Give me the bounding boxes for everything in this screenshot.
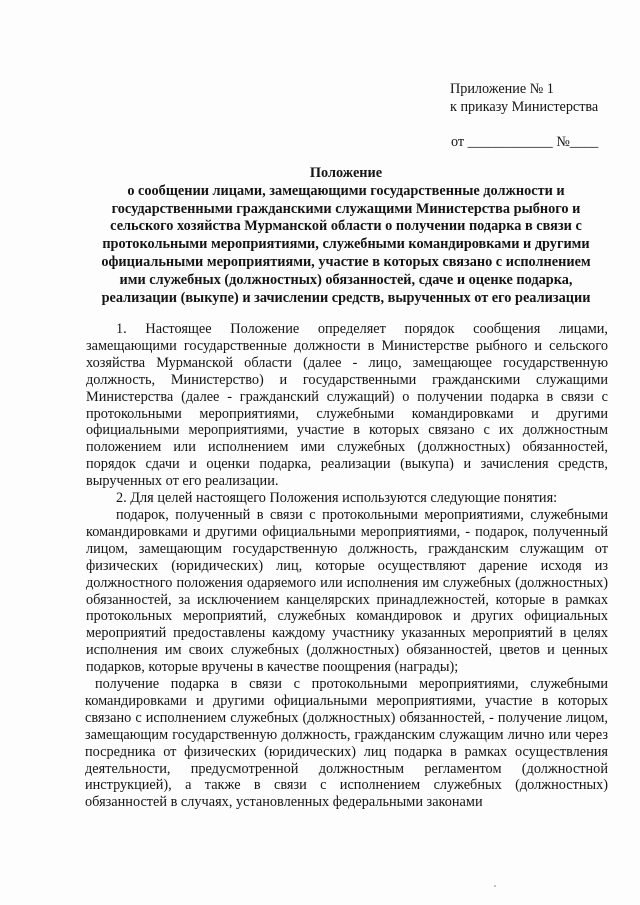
appendix-number: Приложение № 1: [450, 81, 554, 97]
document-title: [80, 165, 612, 307]
paragraph-gift-receipt-definition: получение подарка в связи с протокольными мероприятиями, служебными командировками и другими официальными мероприятиями, участие в которых связано с исполнением служебных (должностных) обязанностей, - получение лицом, замещающим государственную должность, гражданским служащим лично или через посредника от физических (юридических) лиц подарка в рамках осуществления деятельности, предусмотренной должностным регламентом (должностной инструкцией), а также в связи с исполнением служебных (должностных) обязанностей в случаях, установленных федеральными законами: [85, 676, 608, 811]
document-body: [86, 321, 608, 811]
scan-speck: [494, 885, 496, 887]
appendix-order-reference: к приказу Министерства: [450, 99, 599, 115]
appendix-header: [450, 80, 635, 116]
paragraph-gift-definition: подарок, полученный в связи с протокольными мероприятиями, служебными командировками и другими официальными мероприятиями, - подарок, полученный лицом, замещающим государственную должность, гражданским служащим от физических (юридических) лиц, которые осуществляют дарение исходя из должностного положения одаряемого или исполнения им служебных (должностных) обязанностей, за исключением канцелярских принадлежностей, которые в рамках протокольных мероприятий, служебных командировок и других официальных мероприятий предоставлены каждому участнику указанных мероприятий в целях исполнения им своих служебных (должностных) обязанностей, цветов и ценных подарков, которые вручены в качестве поощрения (награды);: [86, 506, 608, 676]
title-line: сельского хозяйства Мурманской области о получении подарка в связи с: [110, 218, 582, 235]
title-heading: Положение: [309, 165, 383, 181]
title-line: реализации (выкупе) и зачислении средств, вырученных от его реализации: [101, 289, 591, 306]
title-line: официальными мероприятиями, участие в которых связано с исполнением: [101, 253, 591, 270]
title-line: протокольными мероприятиями, служебными командировками и другими: [102, 236, 590, 253]
order-date-number-line: от ____________ №____: [451, 134, 599, 150]
paragraph-definitions-intro: 2. Для целей настоящего Положения используются следующие понятия:: [116, 490, 558, 507]
title-line: о сообщении лицами, замещающими государственные должности и: [127, 182, 565, 199]
title-line: ими служебных (должностных) обязанностей, сдаче и оценке подарка,: [119, 271, 573, 288]
title-line: государственными гражданскими служащими Министерства рыбного и: [111, 200, 581, 217]
paragraph-scope: 1. Настоящее Положение определяет порядок сообщения лицами, замещающими государственные должности в Министерстве рыбного и сельского хозяйства Мурманской области (далее - лицо, замещающее государственную должность, Министерство) и государственными гражданскими служащими Министерства (далее - гражданский служащий) о получении подарка в связи с протокольными мероприятиями, служебными командировками и другими официальными мероприятиями, участие в которых связано с их должностным положением или исполнением ими служебных (должностных) обязанностей, порядок сдачи и оценки подарка, реализации (выкупа) и зачисления средств, вырученных от его реализации.: [86, 321, 608, 490]
